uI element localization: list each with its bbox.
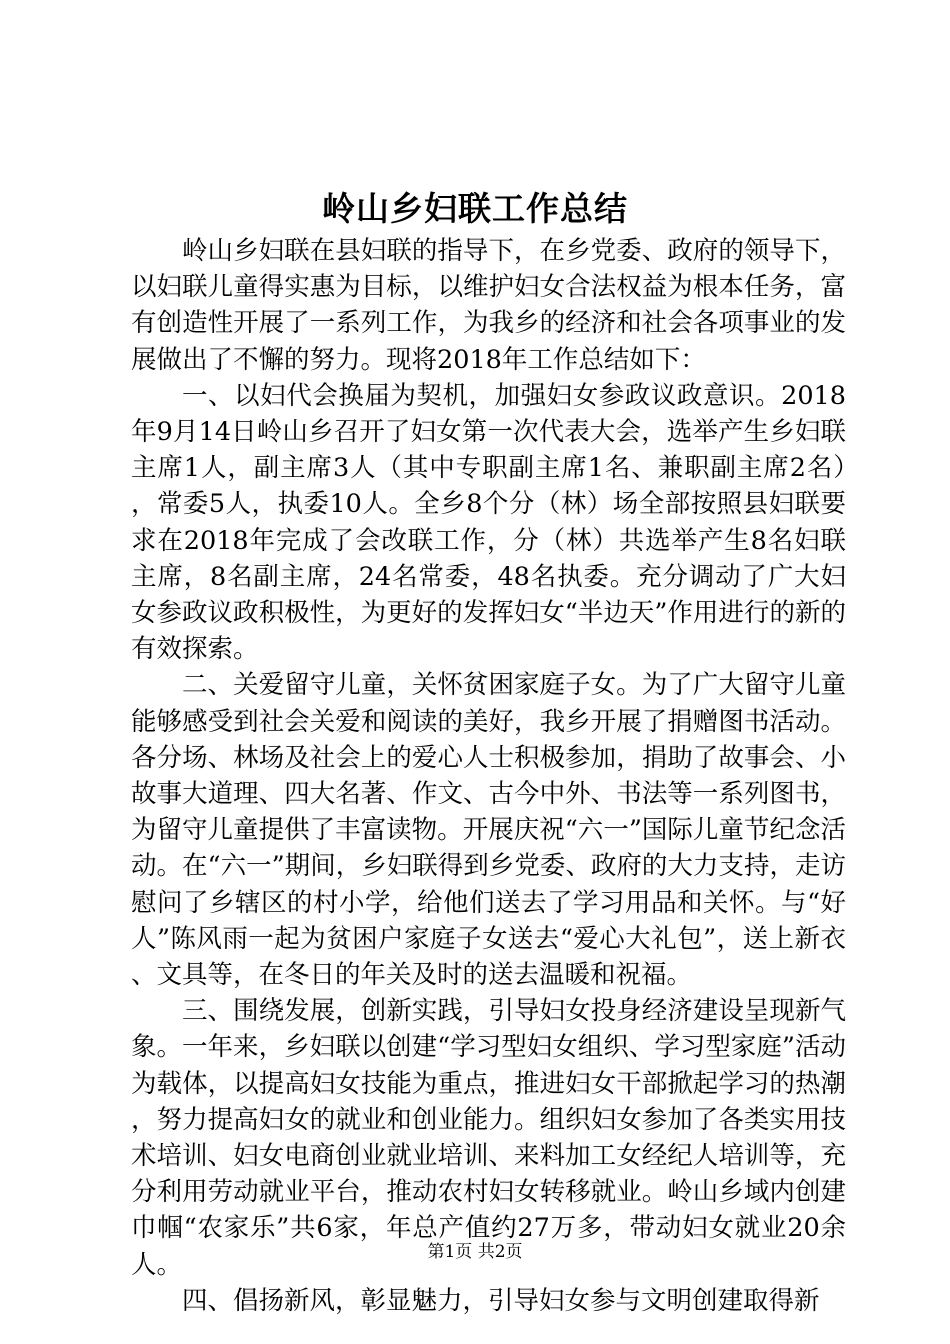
document-title: 岭山乡妇联工作总结 — [322, 189, 628, 228]
document-body — [131, 233, 846, 1319]
paragraph-section-4: 四、倡扬新风，彰显魅力，引导妇女参与文明创建取得新 — [182, 1285, 820, 1316]
page-number-footer: 第1页 共2页 — [427, 1242, 523, 1262]
paragraph-section-1: 一、以妇代会换届为契机，加强妇女参政议政意识。2018年9月14日岭山乡召开了妇女第一次代表大会，选举产生乡妇联主席1人，副主席3人（其中专职副主席1名、兼职副主席2名），常委5人，执委10人。全乡8个分（林）场全部按照县妇联要求在2018年完成了会改联工作，分（林）共选举产生8名妇联主席，8名副主席，24名常委，48名执委。充分调动了广大妇女参政议政积极性，为更好的发挥妇女“半边天”作用进行的新的有效探索。 — [131, 380, 846, 665]
paragraph-section-2: 二、关爱留守儿童，关怀贫困家庭子女。为了广大留守儿童能够感受到社会关爱和阅读的美好，我乡开展了捐赠图书活动。各分场、林场及社会上的爱心人士积极参加，捐助了故事会、小故事大道理、四大名著、作文、古今中外、书法等一系列图书，为留守儿童提供了丰富读物。开展庆祝“六一”国际儿童节纪念活动。在“六一”期间，乡妇联得到乡党委、政府的大力支持，走访慰问了乡辖区的村小学，给他们送去了学习用品和关怀。与“好人”陈风雨一起为贫困户家庭子女送去“爱心大礼包”，送上新衣、文具等，在冬日的年关及时的送去温暖和祝福。 — [131, 670, 846, 991]
paragraph-intro: 岭山乡妇联在县妇联的指导下，在乡党委、政府的领导下，以妇联儿童得实惠为目标，以维护妇女合法权益为根本任务，富有创造性开展了一系列工作，为我乡的经济和社会各项事业的发展做出了不懈的努力。现将2018年工作总结如下： — [131, 236, 846, 375]
paragraph-section-3: 三、围绕发展，创新实践，引导妇女投身经济建设呈现新气象。一年来，乡妇联以创建“学习型妇女组织、学习型家庭”活动为载体，以提高妇女技能为重点，推进妇女干部掀起学习的热潮，努力提高妇女的就业和创业能力。组织妇女参加了各类实用技术培训、妇女电商创业就业培训、来料加工女经纪人培训等，充分利用劳动就业平台，推动农村妇女转移就业。岭山乡域内创建巾帼“农家乐”共6家，年总产值约27万多，带动妇女就业20余人。 — [131, 996, 846, 1280]
